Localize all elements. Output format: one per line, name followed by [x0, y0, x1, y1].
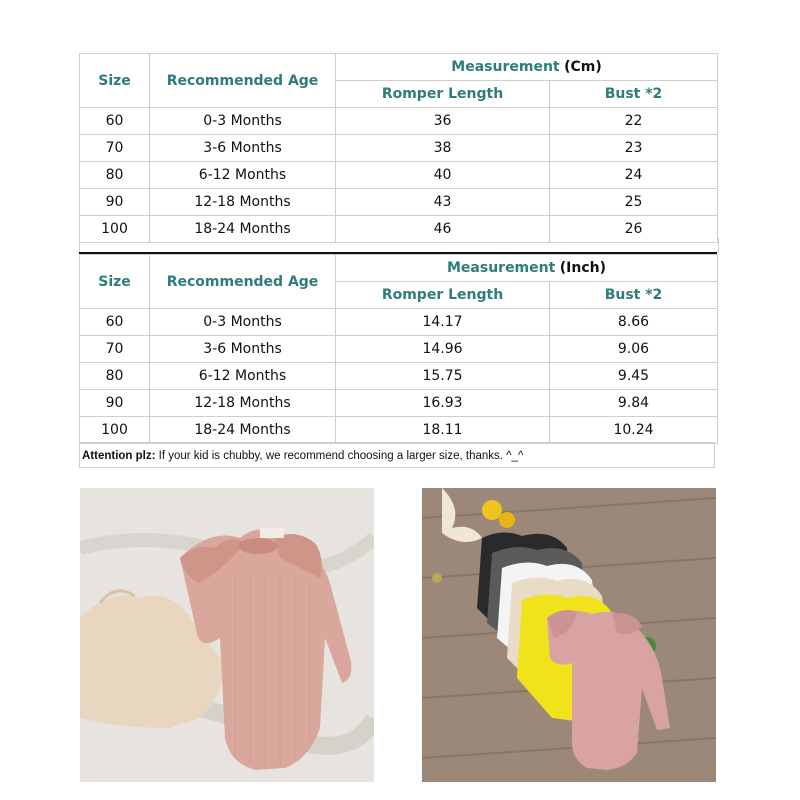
cell-bust: 9.84	[550, 390, 718, 417]
cell-romper: 46	[336, 216, 550, 243]
cell-romper: 18.11	[336, 417, 550, 444]
cell-size: 90	[80, 390, 150, 417]
cell-bust: 9.45	[550, 363, 718, 390]
cell-size: 70	[80, 135, 150, 162]
cell-bust: 23	[550, 135, 718, 162]
cell-romper: 15.75	[336, 363, 550, 390]
header-measurement	[336, 54, 718, 81]
cell-age: 6-12 Months	[150, 162, 336, 189]
header-measurement	[336, 255, 718, 282]
header-size: Size	[80, 255, 150, 309]
cell-bust: 25	[550, 189, 718, 216]
cell-romper: 16.93	[336, 390, 550, 417]
cell-age: 12-18 Months	[150, 390, 336, 417]
measurement-label: Measurement	[446, 260, 556, 276]
size-chart-inch	[79, 254, 718, 444]
cell-romper: 43	[336, 189, 550, 216]
cell-romper: 14.17	[336, 309, 550, 336]
cell-age: 3-6 Months	[150, 135, 336, 162]
cell-romper: 36	[336, 108, 550, 135]
measurement-unit: (Inch)	[559, 260, 607, 276]
cell-size: 80	[80, 363, 150, 390]
cell-size: 80	[80, 162, 150, 189]
cell-size: 60	[80, 108, 150, 135]
table-row	[80, 309, 718, 336]
pink-romper-illustration	[80, 488, 374, 782]
cell-romper: 14.96	[336, 336, 550, 363]
cell-size: 60	[80, 309, 150, 336]
header-recommended-age: Recommended Age	[150, 255, 336, 309]
table-row	[80, 162, 718, 189]
measurement-label: Measurement	[451, 59, 560, 75]
cell-age: 0-3 Months	[150, 309, 336, 336]
header-size: Size	[80, 54, 150, 108]
cell-romper: 40	[336, 162, 550, 189]
attention-note	[79, 442, 715, 468]
table-row	[80, 108, 718, 135]
table-row	[80, 336, 718, 363]
table-row	[80, 135, 718, 162]
header-bust: Bust *2	[550, 282, 718, 309]
header-recommended-age: Recommended Age	[150, 54, 336, 108]
cell-age: 18-24 Months	[150, 216, 336, 243]
cell-romper: 38	[336, 135, 550, 162]
header-romper-length: Romper Length	[336, 282, 550, 309]
cell-size: 70	[80, 336, 150, 363]
cell-age: 12-18 Months	[150, 189, 336, 216]
header-romper-length: Romper Length	[336, 81, 550, 108]
measurement-unit: (Cm)	[564, 59, 602, 75]
cell-bust: 8.66	[550, 309, 718, 336]
color-options-illustration	[422, 488, 716, 782]
size-chart-cm	[79, 53, 718, 243]
cell-size: 100	[80, 417, 150, 444]
product-photo-pink-romper	[80, 488, 374, 782]
cell-age: 0-3 Months	[150, 108, 336, 135]
table-row	[80, 189, 718, 216]
cell-bust: 10.24	[550, 417, 718, 444]
cell-size: 100	[80, 216, 150, 243]
cell-age: 3-6 Months	[150, 336, 336, 363]
table-spacer	[79, 238, 719, 252]
header-bust: Bust *2	[550, 81, 718, 108]
cell-bust: 26	[550, 216, 718, 243]
cell-bust: 9.06	[550, 336, 718, 363]
cell-age: 18-24 Months	[150, 417, 336, 444]
cell-bust: 24	[550, 162, 718, 189]
attention-label: Attention plz:	[82, 450, 156, 462]
table-row	[80, 363, 718, 390]
attention-text: If your kid is chubby, we recommend choosing a larger size, thanks. ^_^	[155, 450, 524, 462]
table-row	[80, 390, 718, 417]
cell-age: 6-12 Months	[150, 363, 336, 390]
cell-size: 90	[80, 189, 150, 216]
cell-bust: 22	[550, 108, 718, 135]
product-photo-color-options	[422, 488, 716, 782]
table-row	[80, 417, 718, 444]
